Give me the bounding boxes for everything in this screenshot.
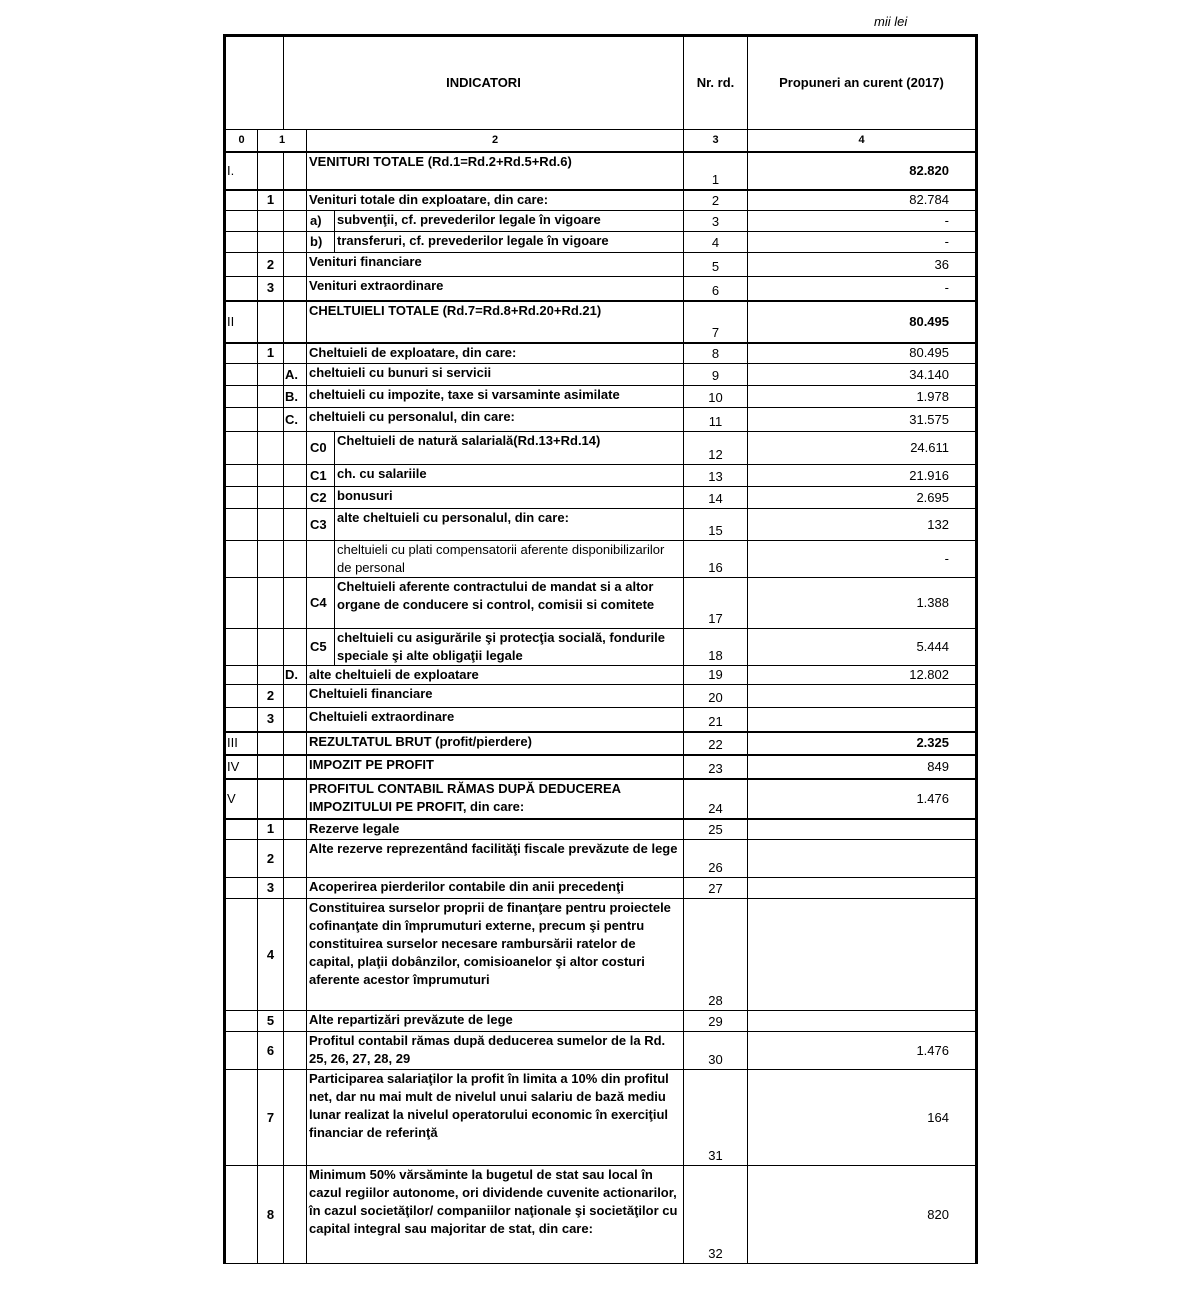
table-row [225, 541, 977, 578]
num-cell: 3 [258, 708, 284, 732]
num-cell: 4 [258, 899, 284, 1011]
value-cell [748, 819, 977, 840]
table-row [225, 779, 977, 819]
table-row [225, 211, 977, 232]
roman-cell [225, 509, 258, 541]
value-cell: - [748, 541, 977, 578]
num-cell: 8 [258, 1166, 284, 1264]
table-row [225, 666, 977, 685]
row-number: 18 [684, 629, 748, 666]
indent-cell [284, 1032, 307, 1070]
roman-cell [225, 541, 258, 578]
row-number: 24 [684, 779, 748, 819]
indicator-text: Alte repartizări prevăzute de lege [307, 1011, 684, 1032]
indent-cell [284, 1166, 307, 1264]
indicator-text: Venituri totale din exploatare, din care: [307, 190, 684, 211]
colnum-1: 1 [258, 130, 307, 152]
value-cell [748, 899, 977, 1011]
num-cell: 1 [258, 819, 284, 840]
indent-cell [284, 541, 307, 578]
num-cell [258, 666, 284, 685]
row-number: 15 [684, 509, 748, 541]
table-row [225, 578, 977, 629]
colnum-0: 0 [225, 130, 258, 152]
table-row [225, 232, 977, 253]
roman-cell [225, 629, 258, 666]
indent-cell [284, 1070, 307, 1166]
row-number: 14 [684, 487, 748, 509]
roman-cell [225, 819, 258, 840]
table-row [225, 708, 977, 732]
indicator-text: Cheltuieli de exploatare, din care: [307, 343, 684, 364]
indicator-text: Rezerve legale [307, 819, 684, 840]
row-number: 29 [684, 1011, 748, 1032]
row-number: 12 [684, 432, 748, 465]
table-row [225, 465, 977, 487]
indent-cell [284, 779, 307, 819]
value-cell: - [748, 277, 977, 301]
indicator-text: Alte rezerve reprezentând facilităţi fiscale prevăzute de lege [307, 840, 684, 878]
indicator-text: Cheltuieli extraordinare [307, 708, 684, 732]
num-cell [258, 211, 284, 232]
roman-cell [225, 708, 258, 732]
indicator-text: cheltuieli cu plati compensatorii aferente disponibilizarilor de personal [335, 541, 684, 578]
indicator-text: Minimum 50% vărsăminte la bugetul de stat sau local în cazul regiilor autonome, ori dividende cuvenite actionarilor, în cazul societăţilor/ companiilor naţionale şi societăţilor cu capital integral sau majoritar de stat, din care: [307, 1166, 684, 1264]
indent-cell [284, 578, 307, 629]
sub-label-cell: C5 [307, 629, 335, 666]
num-cell [258, 408, 284, 432]
row-number: 16 [684, 541, 748, 578]
indicator-text: alte cheltuieli cu personalul, din care: [335, 509, 684, 541]
table-row [225, 509, 977, 541]
value-cell [748, 1011, 977, 1032]
num-cell [258, 432, 284, 465]
indent-cell [284, 277, 307, 301]
row-number: 2 [684, 190, 748, 211]
row-number: 1 [684, 152, 748, 190]
num-cell [258, 509, 284, 541]
roman-cell [225, 364, 258, 386]
indent-cell [284, 708, 307, 732]
num-cell: 3 [258, 277, 284, 301]
num-cell: 6 [258, 1032, 284, 1070]
row-number: 13 [684, 465, 748, 487]
value-cell: 24.611 [748, 432, 977, 465]
value-cell: 1.476 [748, 779, 977, 819]
table-row [225, 732, 977, 755]
value-cell: 31.575 [748, 408, 977, 432]
value-cell: - [748, 232, 977, 253]
header-indicatori: INDICATORI [284, 36, 684, 130]
table-row [225, 1166, 977, 1264]
table-row [225, 819, 977, 840]
roman-cell [225, 232, 258, 253]
num-cell [258, 232, 284, 253]
num-cell [258, 465, 284, 487]
value-cell: 12.802 [748, 666, 977, 685]
value-cell: 82.820 [748, 152, 977, 190]
roman-cell [225, 432, 258, 465]
roman-cell [225, 666, 258, 685]
num-cell [258, 578, 284, 629]
indicator-text: Venituri financiare [307, 253, 684, 277]
roman-cell: V [225, 779, 258, 819]
roman-cell [225, 578, 258, 629]
indicator-text: ch. cu salariile [335, 465, 684, 487]
roman-cell [225, 840, 258, 878]
table-row [225, 1011, 977, 1032]
row-number: 19 [684, 666, 748, 685]
sub-label-cell: A. [284, 364, 307, 386]
indent-cell [284, 301, 307, 343]
row-number: 8 [684, 343, 748, 364]
roman-cell: II [225, 301, 258, 343]
num-cell [258, 629, 284, 666]
sub-label-cell: C. [284, 408, 307, 432]
value-cell: 1.978 [748, 386, 977, 408]
roman-cell [225, 1070, 258, 1166]
indent-cell [284, 899, 307, 1011]
roman-cell [225, 487, 258, 509]
value-cell: 82.784 [748, 190, 977, 211]
indicator-text: transferuri, cf. prevederilor legale în vigoare [335, 232, 684, 253]
indent-cell [284, 629, 307, 666]
sub-label-cell: b) [307, 232, 335, 253]
table-row [225, 840, 977, 878]
indent-cell [284, 432, 307, 465]
value-cell: - [748, 211, 977, 232]
value-cell [748, 708, 977, 732]
indent-cell [284, 509, 307, 541]
budget-table [223, 34, 978, 1264]
unit-label: mii lei [874, 14, 908, 29]
num-cell [258, 487, 284, 509]
table-row [225, 629, 977, 666]
indent-cell [284, 465, 307, 487]
sub-label-cell: C0 [307, 432, 335, 465]
value-cell [748, 685, 977, 708]
table-row [225, 301, 977, 343]
row-number: 26 [684, 840, 748, 878]
indicator-text: cheltuieli cu impozite, taxe si varsaminte asimilate [307, 386, 684, 408]
table-row [225, 899, 977, 1011]
num-cell: 1 [258, 343, 284, 364]
indent-cell [284, 732, 307, 755]
table-row [225, 253, 977, 277]
num-cell: 1 [258, 190, 284, 211]
table-row [225, 755, 977, 779]
indent-cell [284, 487, 307, 509]
num-cell: 2 [258, 253, 284, 277]
value-cell: 5.444 [748, 629, 977, 666]
roman-cell [225, 190, 258, 211]
row-number: 5 [684, 253, 748, 277]
indicator-text: Cheltuieli financiare [307, 685, 684, 708]
header-nr-rd: Nr. rd. [684, 36, 748, 130]
row-number: 25 [684, 819, 748, 840]
row-number: 30 [684, 1032, 748, 1070]
num-cell [258, 779, 284, 819]
num-cell [258, 152, 284, 190]
indent-cell [284, 152, 307, 190]
sub-label-cell: D. [284, 666, 307, 685]
num-cell [258, 364, 284, 386]
num-cell: 7 [258, 1070, 284, 1166]
row-number: 21 [684, 708, 748, 732]
roman-cell: IV [225, 755, 258, 779]
table-row [225, 432, 977, 465]
sub-label-cell: C2 [307, 487, 335, 509]
num-cell [258, 755, 284, 779]
sub-label-cell: B. [284, 386, 307, 408]
indicator-text: alte cheltuieli de exploatare [307, 666, 684, 685]
indent-cell [284, 755, 307, 779]
indicator-text: cheltuieli cu bunuri si servicii [307, 364, 684, 386]
value-cell: 34.140 [748, 364, 977, 386]
row-number: 6 [684, 277, 748, 301]
sub-label-cell: C4 [307, 578, 335, 629]
roman-cell [225, 899, 258, 1011]
table-row [225, 408, 977, 432]
row-number: 4 [684, 232, 748, 253]
colnum-3: 3 [684, 130, 748, 152]
indent-cell [284, 685, 307, 708]
indicator-text: cheltuieli cu asigurările şi protecţia socială, fondurile speciale şi alte obligaţii legale [335, 629, 684, 666]
value-cell: 80.495 [748, 301, 977, 343]
row-number: 10 [684, 386, 748, 408]
row-number: 23 [684, 755, 748, 779]
row-number: 11 [684, 408, 748, 432]
indicator-text: Cheltuieli aferente contractului de mandat si a altor organe de conducere si control, comisii si comitete [335, 578, 684, 629]
table-row [225, 152, 977, 190]
roman-cell [225, 1166, 258, 1264]
roman-cell [225, 277, 258, 301]
indicator-text: CHELTUIELI TOTALE (Rd.7=Rd.8+Rd.20+Rd.21) [307, 301, 684, 343]
roman-cell [225, 211, 258, 232]
sub-label-cell: a) [307, 211, 335, 232]
sub-label-cell [307, 541, 335, 578]
header-propuneri: Propuneri an curent (2017) [748, 36, 977, 130]
indicator-text: Constituirea surselor proprii de finanţare pentru proiectele cofinanţate din împrumuturi externe, precum şi pentru constituirea surselor necesare rambursării ratelor de capital, plaţii dobânzilor, comisioanelor şi altor costuri aferente acestor împrumuturi [307, 899, 684, 1011]
table-row [225, 386, 977, 408]
sub-label-cell: C3 [307, 509, 335, 541]
indicator-text: IMPOZIT PE PROFIT [307, 755, 684, 779]
roman-cell: I. [225, 152, 258, 190]
indent-cell [284, 819, 307, 840]
indicator-text: REZULTATUL BRUT (profit/pierdere) [307, 732, 684, 755]
roman-cell [225, 343, 258, 364]
num-cell [258, 541, 284, 578]
value-cell: 2.695 [748, 487, 977, 509]
num-cell [258, 386, 284, 408]
value-cell [748, 878, 977, 899]
indicator-text: VENITURI TOTALE (Rd.1=Rd.2+Rd.5+Rd.6) [307, 152, 684, 190]
value-cell: 1.476 [748, 1032, 977, 1070]
row-number: 20 [684, 685, 748, 708]
indicator-text: Venituri extraordinare [307, 277, 684, 301]
value-cell: 1.388 [748, 578, 977, 629]
sub-label-cell: C1 [307, 465, 335, 487]
row-number: 27 [684, 878, 748, 899]
table-row [225, 277, 977, 301]
row-number: 17 [684, 578, 748, 629]
row-number: 9 [684, 364, 748, 386]
roman-cell [225, 465, 258, 487]
row-number: 28 [684, 899, 748, 1011]
table-row [225, 343, 977, 364]
indent-cell [284, 253, 307, 277]
table-row [225, 364, 977, 386]
colnum-2: 2 [307, 130, 684, 152]
table-row [225, 487, 977, 509]
indent-cell [284, 878, 307, 899]
num-cell: 2 [258, 685, 284, 708]
indent-cell [284, 343, 307, 364]
value-cell: 80.495 [748, 343, 977, 364]
indicator-text: subvenţii, cf. prevederilor legale în vigoare [335, 211, 684, 232]
value-cell: 21.916 [748, 465, 977, 487]
num-cell [258, 301, 284, 343]
value-cell: 132 [748, 509, 977, 541]
table-row [225, 1032, 977, 1070]
table-row [225, 685, 977, 708]
colnum-4: 4 [748, 130, 977, 152]
roman-cell [225, 878, 258, 899]
row-number: 22 [684, 732, 748, 755]
roman-cell: III [225, 732, 258, 755]
indicator-text: bonusuri [335, 487, 684, 509]
indicator-text: cheltuieli cu personalul, din care: [307, 408, 684, 432]
table-row [225, 1070, 977, 1166]
num-cell: 5 [258, 1011, 284, 1032]
indent-cell [284, 232, 307, 253]
roman-cell [225, 386, 258, 408]
roman-cell [225, 1032, 258, 1070]
indent-cell [284, 211, 307, 232]
value-cell: 2.325 [748, 732, 977, 755]
indicator-text: Cheltuieli de natură salarială(Rd.13+Rd.14) [335, 432, 684, 465]
roman-cell [225, 1011, 258, 1032]
indent-cell [284, 840, 307, 878]
roman-cell [225, 408, 258, 432]
indent-cell [284, 1011, 307, 1032]
row-number: 7 [684, 301, 748, 343]
value-cell: 36 [748, 253, 977, 277]
roman-cell [225, 685, 258, 708]
value-cell: 164 [748, 1070, 977, 1166]
value-cell [748, 840, 977, 878]
indicator-text: Participarea salariaţilor la profit în limita a 10% din profitul net, dar nu mai mult de nivelul unui salariu de bază mediu lunar realizat la nivelul operatorului economic în exerciţiul financiar de referinţă [307, 1070, 684, 1166]
table-row [225, 878, 977, 899]
row-number: 31 [684, 1070, 748, 1166]
row-number: 3 [684, 211, 748, 232]
num-cell: 3 [258, 878, 284, 899]
value-cell: 820 [748, 1166, 977, 1264]
indicator-text: PROFITUL CONTABIL RĂMAS DUPĂ DEDUCEREA IMPOZITULUI PE PROFIT, din care: [307, 779, 684, 819]
table-row [225, 190, 977, 211]
roman-cell [225, 253, 258, 277]
num-cell: 2 [258, 840, 284, 878]
indent-cell [284, 190, 307, 211]
header-blank [225, 36, 284, 130]
row-number: 32 [684, 1166, 748, 1264]
indicator-text: Profitul contabil rămas după deducerea sumelor de la Rd. 25, 26, 27, 28, 29 [307, 1032, 684, 1070]
indicator-text: Acoperirea pierderilor contabile din anii precedenţi [307, 878, 684, 899]
num-cell [258, 732, 284, 755]
value-cell: 849 [748, 755, 977, 779]
